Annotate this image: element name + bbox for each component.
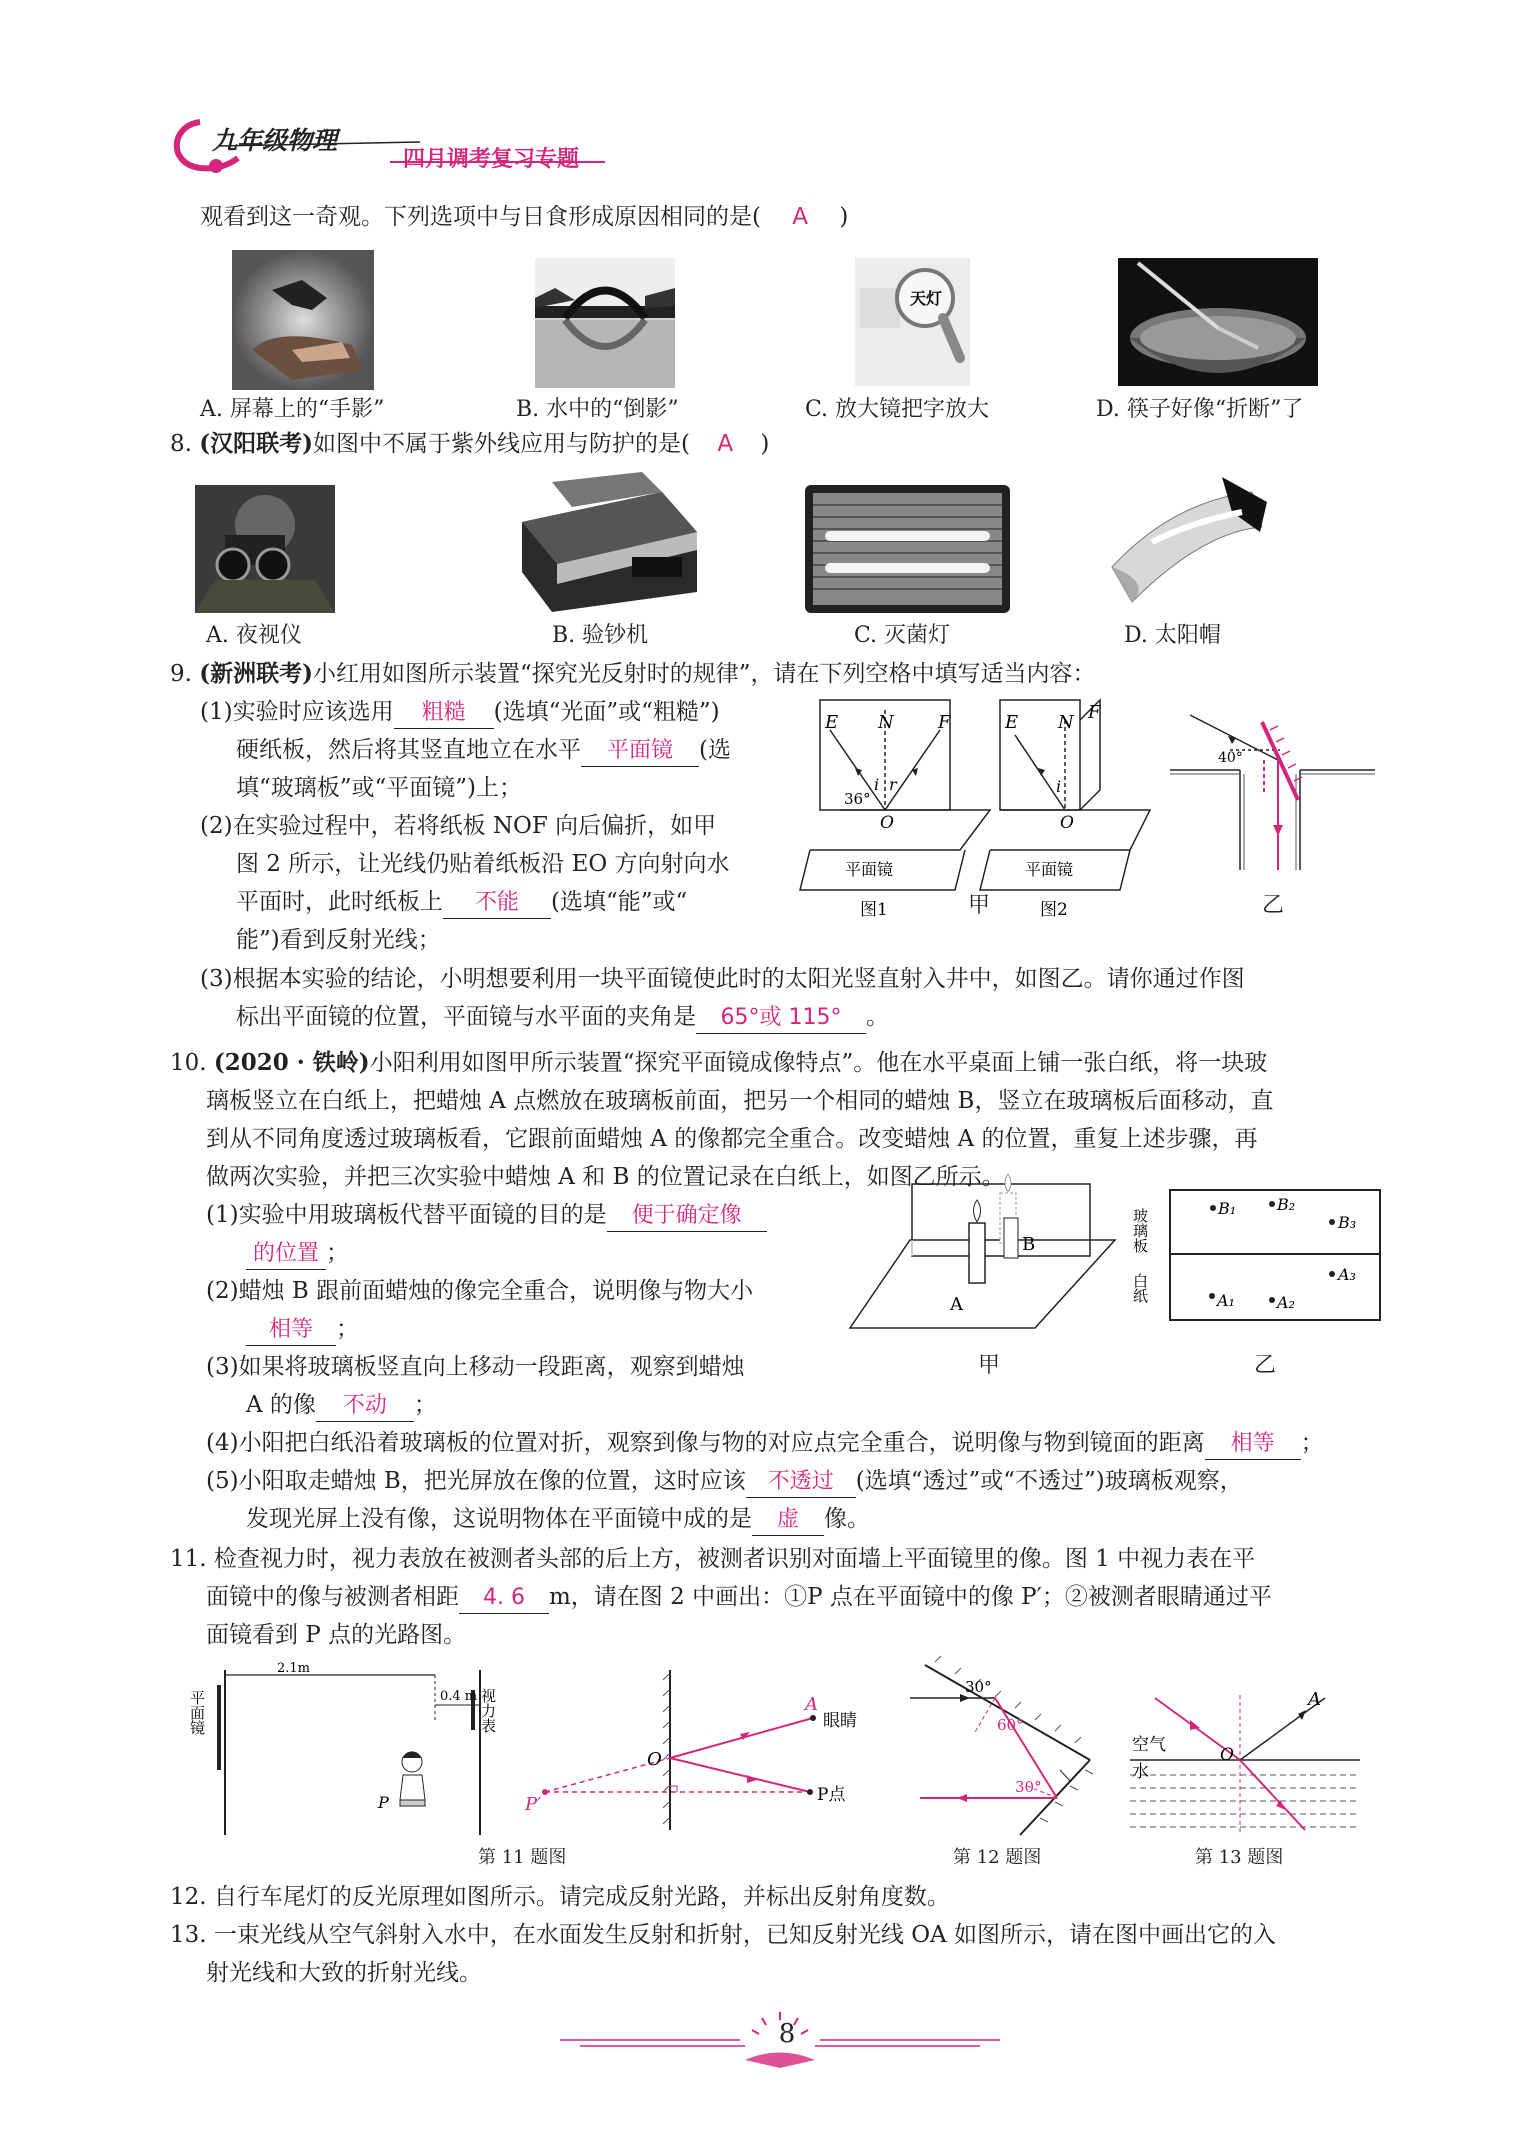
q10-number: 10. (170, 1050, 207, 1076)
fig-label-fig1: 图1 (860, 900, 888, 920)
q10-blank-1a: 便于确定像 (607, 1201, 767, 1232)
fig-label-mirror-1: 平面镜 (845, 860, 894, 879)
q11-fig-a: A (805, 1694, 818, 1715)
q11-figure-1 (188, 1660, 515, 1840)
q10-l1: 小阳利用如图甲所示装置“探究平面镜成像特点”。他在水平桌面上铺一张白纸，将一块玻 (369, 1050, 1268, 1076)
q7-text: 观看到这一奇观。下列选项中与日食形成原因相同的是( (200, 204, 761, 230)
cash-counter-photo (512, 472, 704, 614)
q12-figure (905, 1660, 1095, 1840)
q9-p1a: (1)实验时应该选用 (200, 699, 394, 725)
q10-fig-label-paper: 白纸 (1131, 1273, 1149, 1303)
fig-label-f2: F (1088, 702, 1101, 723)
q10-p1: (1)实验中用玻璃板代替平面镜的目的是 (206, 1202, 607, 1228)
fig-label-40: 40° (1218, 750, 1243, 766)
q10-fig-a3: A₃ (1338, 1265, 1356, 1284)
q10-source: (2020 · 铁岭) (213, 1049, 370, 1076)
q13-fig-water: 水 (1132, 1762, 1149, 1782)
q10-semi-2: ； (336, 1316, 359, 1342)
q11-fig-p-prime: P′ (525, 1794, 542, 1815)
q9-source: (新洲联考) (199, 660, 314, 687)
q10-p5c: 发现光屏上没有像，这说明物体在平面镜中成的是 (246, 1506, 752, 1532)
q10-fig-jia-label: 甲 (978, 1353, 1001, 1378)
header-topic: 四月调考复习专题 (403, 146, 580, 172)
q10-p5d: 像。 (824, 1506, 870, 1532)
q10-blank-6: 虚 (752, 1505, 824, 1536)
q12-text: 12. 自行车尾灯的反光原理如图所示。请完成反射光路，并标出反射角度数。 (170, 1884, 950, 1910)
q10-fig-yi-label: 乙 (1254, 1353, 1277, 1378)
fig-label-n: N (878, 712, 894, 733)
q11-fig-p: P (378, 1793, 389, 1812)
q8-option-a: A. 夜视仪 (206, 623, 302, 648)
q9-blank-3: 不能 (443, 888, 551, 919)
fig-label-36: 36° (844, 790, 871, 808)
q7-option-a: A. 屏幕上的“手影” (200, 397, 385, 422)
q10-blank-2: 相等 (246, 1315, 336, 1346)
q11-fig-eye: 眼睛 (823, 1711, 857, 1731)
q11-fig-2-1m: 2.1m (277, 1661, 311, 1676)
fig-label-fig2: 图2 (1040, 900, 1068, 920)
fig-label-n2: N (1058, 712, 1074, 733)
q10-blank-3: 不动 (316, 1391, 414, 1422)
q7-close: ) (839, 204, 849, 230)
q10-p5a: (5)小阳取走蜡烛 B，把光屏放在像的位置，这时应该 (206, 1468, 746, 1494)
q10-l4: 做两次实验，并把三次实验中蜡烛 A 和 B 的位置记录在白纸上，如图乙所示。 (206, 1164, 1005, 1190)
q11-l2a: 面镜中的像与被测者相距 (206, 1584, 459, 1610)
q9-text: 小红用如图所示装置“探究光反射时的规律”，请在下列空格中填写适当内容： (313, 661, 1096, 687)
hand-shadow-photo (232, 250, 374, 390)
q9-p3a: (3)根据本实验的结论，小明想要利用一块平面镜使此时的太阳光竖直射入井中，如图乙。请你通过作图 (200, 966, 1245, 992)
q10-semi-4: ； (1300, 1430, 1324, 1456)
q10-semi-3: ； (413, 1392, 437, 1418)
fig-label-i2: i (1056, 777, 1062, 796)
q13-fig-air: 空气 (1132, 1735, 1166, 1755)
q13-figure (1130, 1660, 1360, 1840)
q8-option-d: D. 太阳帽 (1124, 623, 1221, 648)
q11-l2b: m，请在图 2 中画出：①P 点在平面镜中的像 P′；②被测者眼睛通过平 (549, 1584, 1272, 1610)
fig-label-e: E (825, 712, 839, 733)
q13-fig-a: A (1308, 1689, 1321, 1710)
q10-figure-yi (1131, 1188, 1390, 1338)
q9-p2e: 能”)看到反射光线； (236, 927, 441, 953)
magnifier-photo (855, 258, 970, 386)
q13-l2: 射光线和大致的折射光线。 (206, 1960, 482, 1986)
q10-p3a: (3)如果将玻璃板竖直向上移动一段距离，观察到蜡烛 (206, 1354, 745, 1380)
q9-blank-2: 平面镜 (581, 736, 699, 767)
q9-p1c: 硬纸板，然后将其竖直地立在水平 (236, 737, 581, 763)
fig-label-e2: E (1005, 712, 1019, 733)
q10-fig-b3: B₃ (1338, 1213, 1357, 1232)
q9-p1b: (选填“光面”或“粗糙”) (493, 699, 720, 725)
q10-p3b: A 的像 (246, 1392, 316, 1418)
q11-fig-chart-label: 视力表 (479, 1688, 497, 1733)
q12-fig-30a: 30° (965, 1678, 992, 1696)
fig-label-r: r (889, 775, 897, 794)
q9-figure-yi (1170, 700, 1380, 880)
q11-fig-0-4m: 0.4 m (440, 1689, 478, 1704)
q10-p4: (4)小阳把白纸沿着玻璃板的位置对折，观察到像与物的对应点完全重合，说明像与物到镜面的距离 (206, 1430, 1205, 1456)
q10-blank-1b: 的位置 (246, 1239, 326, 1270)
q12-fig-30b: 30° (1015, 1778, 1042, 1796)
q7-option-d: D. 筷子好像“折断”了 (1096, 397, 1304, 422)
q9-fig-yi-label: 乙 (1262, 893, 1285, 918)
q12-fig-caption: 第 12 题图 (953, 1847, 1042, 1868)
q8-answer: A (717, 431, 734, 457)
night-vision-photo (195, 485, 335, 613)
sterilizer-lamp-photo (805, 485, 1010, 613)
q9-p2b: 图 2 所示，让光线仍贴着纸板沿 EO 方向射向水 (236, 851, 730, 877)
q10-p2: (2)蜡烛 B 跟前面蜡烛的像完全重合，说明像与物大小 (206, 1278, 754, 1304)
q11-figure-2 (525, 1660, 865, 1835)
q9-p2c: 平面时，此时纸板上 (236, 889, 443, 915)
magnifier-label: 天灯 (910, 289, 943, 308)
q10-p5b: (选填“透过”或“不透过”)玻璃板观察， (855, 1468, 1243, 1494)
fig-label-f: F (938, 712, 951, 733)
sun-visor-photo (1092, 472, 1267, 617)
q7-option-c: C. 放大镜把字放大 (805, 397, 990, 422)
q11-fig-mirror-label: 平面镜 (188, 1690, 206, 1735)
q9-p2a: (2)在实验过程中，若将纸板 NOF 向后偏折，如甲 (200, 813, 717, 839)
q9-p3c: 。 (866, 1004, 889, 1030)
bridge-reflection-photo (535, 258, 675, 388)
q11-fig-caption: 第 11 题图 (478, 1847, 567, 1868)
q11-fig-p-dot: P点 (817, 1785, 846, 1805)
q10-fig-label-b: B (1022, 1234, 1036, 1255)
q11-l3: 面镜看到 P 点的光路图。 (206, 1622, 467, 1648)
fig-label-i: i (874, 775, 880, 794)
q7-answer: A (792, 204, 809, 230)
q10-figure-jia (850, 1178, 1130, 1343)
q13-fig-caption: 第 13 题图 (1195, 1847, 1284, 1868)
q8-source: (汉阳联考) (199, 430, 314, 457)
q9-p2d: (选填“能”或“ (551, 889, 688, 915)
q11-l1: 11. 检查视力时，视力表放在被测者头部的后上方，被测者识别对面墙上平面镜里的像。图 1 中视力表在平 (170, 1546, 1256, 1572)
q10-semi-1: ； (326, 1240, 349, 1266)
q9-p1e: 填“玻璃板”或“平面镜”)上； (236, 775, 523, 801)
q11-blank-1: 4. 6 (459, 1583, 549, 1614)
q9-number: 9. (170, 661, 192, 687)
q8-close: ) (760, 431, 770, 457)
q10-l3: 到从不同角度透过玻璃板看，它跟前面蜡烛 A 的像都完全重合。改变蜡烛 A 的位置，重复上述步骤，再 (206, 1126, 1258, 1152)
page-number: 8 (778, 2019, 796, 2049)
q9-p1d: (选 (699, 737, 731, 763)
q12-fig-60: 60° (997, 1716, 1024, 1734)
q10-fig-label-a: A (950, 1294, 963, 1315)
fig-label-o: O (880, 813, 894, 833)
q10-fig-a1: A₁ (1217, 1291, 1235, 1310)
chopsticks-photo (1118, 258, 1318, 386)
q10-blank-4: 相等 (1205, 1429, 1301, 1460)
q8-text: 如图中不属于紫外线应用与防护的是( (313, 431, 691, 457)
q10-blank-5: 不透过 (746, 1467, 856, 1498)
q9-p3b: 标出平面镜的位置，平面镜与水平面的夹角是 (236, 1004, 696, 1030)
q10-fig-b2: B₂ (1277, 1195, 1296, 1214)
fig-label-mirror-2: 平面镜 (1025, 860, 1074, 879)
q13-fig-o: O (1220, 1745, 1234, 1765)
q7-option-b: B. 水中的“倒影” (516, 397, 679, 422)
q9-fig-jia-label: 甲 (968, 893, 991, 918)
header-subject: 九年级物理 (212, 126, 338, 155)
q8-number: 8. (170, 431, 192, 457)
q10-fig-b1: B₁ (1218, 1199, 1237, 1218)
q9-figure-jia (800, 700, 1160, 920)
q10-l2: 璃板竖立在白纸上，把蜡烛 A 点燃放在玻璃板前面，把另一个相同的蜡烛 B，竖立在玻璃板后面移动，直 (206, 1088, 1274, 1114)
q10-fig-a2: A₂ (1277, 1293, 1295, 1312)
q11-fig-o: O (647, 1749, 662, 1770)
q9-blank-4: 65°或 115° (696, 1003, 866, 1034)
q9-blank-1: 粗糙 (394, 698, 494, 729)
fig-label-o2: O (1060, 813, 1074, 833)
q13-l1: 13. 一束光线从空气斜射入水中，在水面发生反射和折射，已知反射光线 OA 如图所示，请在图中画出它的入 (170, 1922, 1276, 1948)
q8-option-c: C. 灭菌灯 (854, 623, 951, 648)
q8-option-b: B. 验钞机 (552, 623, 649, 648)
q10-fig-label-glass: 玻璃板 (1131, 1208, 1149, 1253)
